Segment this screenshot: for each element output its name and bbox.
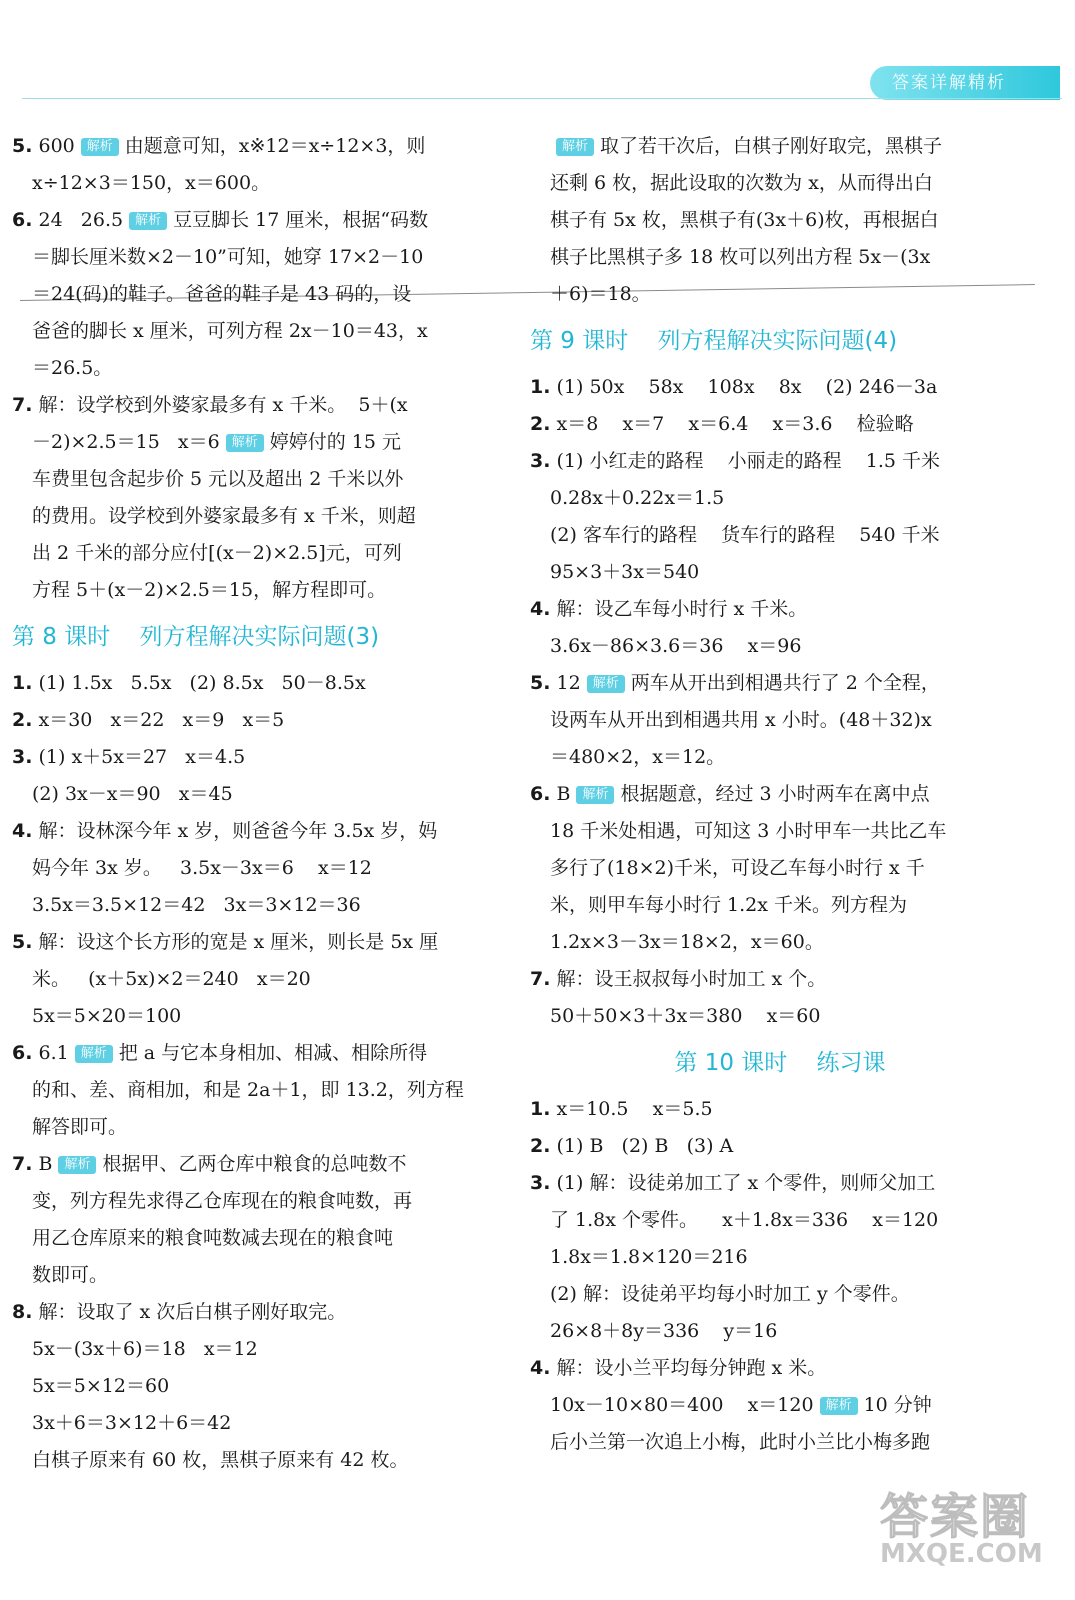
answer-line (530, 128, 1030, 165)
answer-line (12, 387, 482, 424)
answer-value: 600 (38, 135, 75, 157)
answer-line (12, 1442, 482, 1479)
answer-text: 0.28x＋0.22x＝1.5 (550, 487, 725, 509)
answer-line (530, 1350, 1030, 1387)
answer-line (12, 961, 482, 998)
answer-text: x＝8 x＝7 x＝6.4 x＝3.6 检验略 (556, 413, 914, 435)
answer-text: 根据题意，经过 3 小时两车在离中点 (620, 783, 930, 805)
answer-text: 由题意可知，x※12＝x÷12×3，则 (124, 135, 426, 157)
answer-line (12, 1220, 482, 1257)
question-number: 5. (12, 931, 33, 953)
answer-text: 棋子有 5x 枚，黑棋子有(3x＋6)枚，再根据白 (550, 209, 939, 231)
answer-line (530, 1313, 1030, 1350)
answer-line (12, 128, 482, 165)
answer-text: 95×3＋3x＝540 (550, 561, 700, 583)
answer-line (12, 1368, 482, 1405)
answer-text: 车费里包含起步价 5 元以及超出 2 千米以外 (32, 468, 404, 490)
answer-line (530, 887, 1030, 924)
answer-line (12, 1257, 482, 1294)
answer-text: ＝24(码)的鞋子。爸爸的鞋子是 43 码的，设 (32, 283, 412, 305)
answer-line (12, 924, 482, 961)
answer-value: 6.1 (38, 1042, 69, 1064)
answer-line (530, 1239, 1030, 1276)
answer-text: 5x－(3x＋6)＝18 x＝12 (32, 1338, 258, 1360)
answer-text: x÷12×3＝150，x＝600。 (32, 172, 271, 194)
answer-text: (2) 解：设徒弟平均每小时加工 y 个零件。 (550, 1283, 910, 1305)
analysis-tag: 解析 (129, 212, 167, 230)
answer-text: 白棋子原来有 60 枚，黑棋子原来有 42 枚。 (32, 1449, 409, 1471)
question-number: 1. (12, 672, 33, 694)
answer-text: 解答即可。 (32, 1116, 128, 1138)
answer-text: 变，列方程先求得乙仓库现在的粮食吨数，再 (32, 1190, 413, 1212)
answer-line (12, 665, 482, 702)
answer-line (12, 1294, 482, 1331)
answer-line (530, 276, 1030, 313)
answer-text: (2) 客车行的路程 货车行的路程 540 千米 (550, 524, 940, 546)
answer-text: (1) 小红走的路程 小丽走的路程 1.5 千米 (556, 450, 941, 472)
answer-text: 解：设这个长方形的宽是 x 厘米，则长是 5x 厘 (38, 931, 439, 953)
answer-text: ＝脚长厘米数×2－10”可知，她穿 17×2－10 (32, 246, 424, 268)
answer-text: 5x＝5×12＝60 (32, 1375, 170, 1397)
answer-text: 设两车从开出到相遇共用 x 小时。(48＋32)x (550, 709, 932, 731)
answer-text: (1) 解：设徒弟加工了 x 个零件，则师父加工 (556, 1172, 936, 1194)
answer-line (12, 887, 482, 924)
question-number: 5. (12, 135, 33, 157)
answer-text: 还剩 6 枚，据此设取的次数为 x，从而得出白 (550, 172, 933, 194)
answer-text: 解：设取了 x 次后白棋子刚好取完。 (38, 1301, 347, 1323)
question-number: 3. (12, 746, 33, 768)
analysis-tag: 解析 (820, 1397, 858, 1415)
analysis-tag: 解析 (58, 1156, 96, 1174)
answer-text: ＋6)＝18。 (550, 283, 651, 305)
answer-line (12, 776, 482, 813)
answer-line (12, 1331, 482, 1368)
answer-text: 解：设小兰平均每分钟跑 x 米。 (556, 1357, 827, 1379)
answer-text: 数即可。 (32, 1264, 109, 1286)
answer-text: 的和、差、商相加，和是 2a＋1，即 13.2，列方程 (32, 1079, 464, 1101)
answer-line (12, 572, 482, 609)
analysis-text: 10 分钟 (863, 1394, 932, 1416)
answer-text: 解：设学校到外婆家最多有 x 千米。 5＋(x (38, 394, 408, 416)
answer-text: 3.5x＝3.5×12＝42 3x＝3×12＝36 (32, 894, 361, 916)
answer-text: 了 1.8x 个零件。 x＋1.8x＝336 x＝120 (550, 1209, 939, 1231)
answer-line (530, 443, 1030, 480)
answer-line (530, 1128, 1030, 1165)
question-number: 8. (12, 1301, 33, 1323)
answer-line (530, 702, 1030, 739)
analysis-text: 婷婷付的 15 元 (269, 431, 402, 453)
question-number: 3. (530, 1172, 551, 1194)
answer-line (530, 406, 1030, 443)
answer-line (530, 165, 1030, 202)
answer-line (530, 369, 1030, 406)
question-number: 4. (12, 820, 33, 842)
answer-text: 26×8＋8y＝336 y＝16 (550, 1320, 778, 1342)
answer-line (12, 1072, 482, 1109)
answer-line (530, 1424, 1030, 1461)
answer-line (12, 1405, 482, 1442)
answer-text: 解：设乙车每小时行 x 千米。 (556, 598, 808, 620)
answer-line (530, 850, 1030, 887)
answer-line (12, 1146, 482, 1183)
answer-value: B (556, 783, 571, 805)
answer-line (12, 276, 482, 313)
answer-line (12, 165, 482, 202)
answer-text: 解：设王叔叔每小时加工 x 个。 (556, 968, 827, 990)
answer-text: 棋子比黑棋子多 18 枚可以列出方程 5x－(3x (550, 246, 931, 268)
answer-line (530, 239, 1030, 276)
section-title: 第 8 课时 列方程解决实际问题(3) (12, 624, 380, 650)
answer-line (530, 739, 1030, 776)
question-number: 2. (12, 709, 33, 731)
answer-text: 的费用。设学校到外婆家最多有 x 千米，则超 (32, 505, 416, 527)
answer-line (530, 998, 1030, 1035)
answer-text: 两车从开出到相遇共行了 2 个全程， (630, 672, 940, 694)
question-number: 2. (530, 1135, 551, 1157)
answer-line (530, 924, 1030, 961)
answer-line (12, 424, 482, 461)
question-number: 7. (530, 968, 551, 990)
answer-line (12, 702, 482, 739)
question-number: 3. (530, 450, 551, 472)
answer-line (530, 628, 1030, 665)
answer-line (12, 239, 482, 276)
answer-line (12, 350, 482, 387)
answer-text: 解：设林深今年 x 岁，则爸爸今年 3.5x 岁，妈 (38, 820, 438, 842)
question-number: 7. (12, 394, 33, 416)
analysis-tag: 解析 (81, 138, 119, 156)
answer-line (530, 1202, 1030, 1239)
answer-text: 米。 (x＋5x)×2＝240 x＝20 (32, 968, 311, 990)
analysis-tag: 解析 (576, 786, 614, 804)
answer-line (530, 1091, 1030, 1128)
answer-line (12, 498, 482, 535)
answer-line (530, 1276, 1030, 1313)
question-number: 4. (530, 598, 551, 620)
answer-text: 米，则甲车每小时行 1.2x 千米。列方程为 (550, 894, 908, 916)
answer-line (12, 1035, 482, 1072)
answer-text: 3.6x－86×3.6＝36 x＝96 (550, 635, 802, 657)
answer-text: 用乙仓库原来的粮食吨数减去现在的粮食吨 (32, 1227, 394, 1249)
answer-text: 把 a 与它本身相加、相减、相除所得 (118, 1042, 428, 1064)
question-number: 6. (12, 1042, 33, 1064)
answer-value: 12 (556, 672, 581, 694)
answer-text: 妈今年 3x 岁。 3.5x－3x＝6 x＝12 (32, 857, 372, 879)
answer-text: 3x＋6＝3×12＋6＝42 (32, 1412, 232, 1434)
analysis-tag: 解析 (75, 1045, 113, 1063)
answer-line (12, 813, 482, 850)
question-number: 1. (530, 1098, 551, 1120)
answer-text: (1) 1.5x 5.5x (2) 8.5x 50－8.5x (38, 672, 366, 694)
answer-text: 方程 5＋(x－2)×2.5＝15，解方程即可。 (32, 579, 387, 601)
question-number: 7. (12, 1153, 33, 1175)
section-title: 第 10 课时 练习课 (674, 1050, 886, 1076)
answer-text: 1.8x＝1.8×120＝216 (550, 1246, 748, 1268)
answer-line (12, 461, 482, 498)
answer-line (12, 739, 482, 776)
answer-value: 24 26.5 (38, 209, 124, 231)
answer-text: (1) x＋5x＝27 x＝4.5 (38, 746, 246, 768)
watermark-logo (880, 1478, 1060, 1588)
answer-line (12, 1109, 482, 1146)
watermark-url: MXQE.COM (880, 1539, 1043, 1569)
answer-text: 1.2x×3－3x＝18×2，x＝60。 (550, 931, 824, 953)
header-divider (22, 98, 1062, 99)
answer-text: (2) 3x－x＝90 x＝45 (32, 783, 233, 805)
question-number: 1. (530, 376, 551, 398)
answer-text: 取了若干次后，白棋子刚好取完，黑棋子 (600, 135, 943, 157)
question-number: 5. (530, 672, 551, 694)
answer-line (530, 202, 1030, 239)
answer-text: ＝26.5。 (32, 357, 113, 379)
answer-line (12, 202, 482, 239)
question-number: 4. (530, 1357, 551, 1379)
answer-value: B (38, 1153, 53, 1175)
answer-line (530, 1387, 1030, 1424)
answer-line (530, 776, 1030, 813)
section-title: 第 9 课时 列方程解决实际问题(4) (530, 328, 898, 354)
answer-line (530, 554, 1030, 591)
answer-line (12, 535, 482, 572)
answer-text: 豆豆脚长 17 厘米，根据“码数 (173, 209, 429, 231)
answer-text: 50＋50×3＋3x＝380 x＝60 (550, 1005, 821, 1027)
question-number: 6. (12, 209, 33, 231)
answer-line (530, 961, 1030, 998)
answer-line (12, 1183, 482, 1220)
answer-text: ＝480×2，x＝12。 (550, 746, 726, 768)
answer-line (12, 998, 482, 1035)
answer-line (530, 517, 1030, 554)
analysis-tag: 解析 (226, 434, 264, 452)
left-column (12, 128, 482, 1479)
answer-text: 18 千米处相遇，可知这 3 小时甲车一共比乙车 (550, 820, 947, 842)
answer-text: 多行了(18×2)千米，可设乙车每小时行 x 千 (550, 857, 925, 879)
answer-line (12, 850, 482, 887)
answer-text: 根据甲、乙两仓库中粮食的总吨数不 (102, 1153, 407, 1175)
answer-text: x＝30 x＝22 x＝9 x＝5 (38, 709, 285, 731)
answer-text: (1) B (2) B (3) A (556, 1135, 734, 1157)
answer-text: 10x－10×80＝400 x＝120 (550, 1394, 814, 1416)
answer-text: 爸爸的脚长 x 厘米，可列方程 2x－10＝43，x (32, 320, 428, 342)
right-column (530, 128, 1030, 1461)
analysis-tag: 解析 (587, 675, 625, 693)
question-number: 2. (530, 413, 551, 435)
section-header-tab: 答案详解精析 (870, 66, 1060, 100)
answer-text: 出 2 千米的部分应付[(x－2)×2.5]元，可列 (32, 542, 402, 564)
answer-text: x＝10.5 x＝5.5 (556, 1098, 713, 1120)
answer-line (530, 813, 1030, 850)
answer-text: (1) 50x 58x 108x 8x (2) 246－3a (556, 376, 938, 398)
question-number: 6. (530, 783, 551, 805)
answer-text: －2)×2.5＝15 x＝6 (32, 431, 220, 453)
answer-line (530, 665, 1030, 702)
answer-text: 后小兰第一次追上小梅，此时小兰比小梅多跑 (550, 1431, 931, 1453)
answer-line (530, 480, 1030, 517)
answer-line (12, 313, 482, 350)
answer-line (530, 591, 1030, 628)
watermark-title: 答案圈 (880, 1489, 1031, 1545)
answer-line (530, 1165, 1030, 1202)
analysis-tag: 解析 (556, 138, 594, 156)
answer-text: 5x＝5×20＝100 (32, 1005, 182, 1027)
